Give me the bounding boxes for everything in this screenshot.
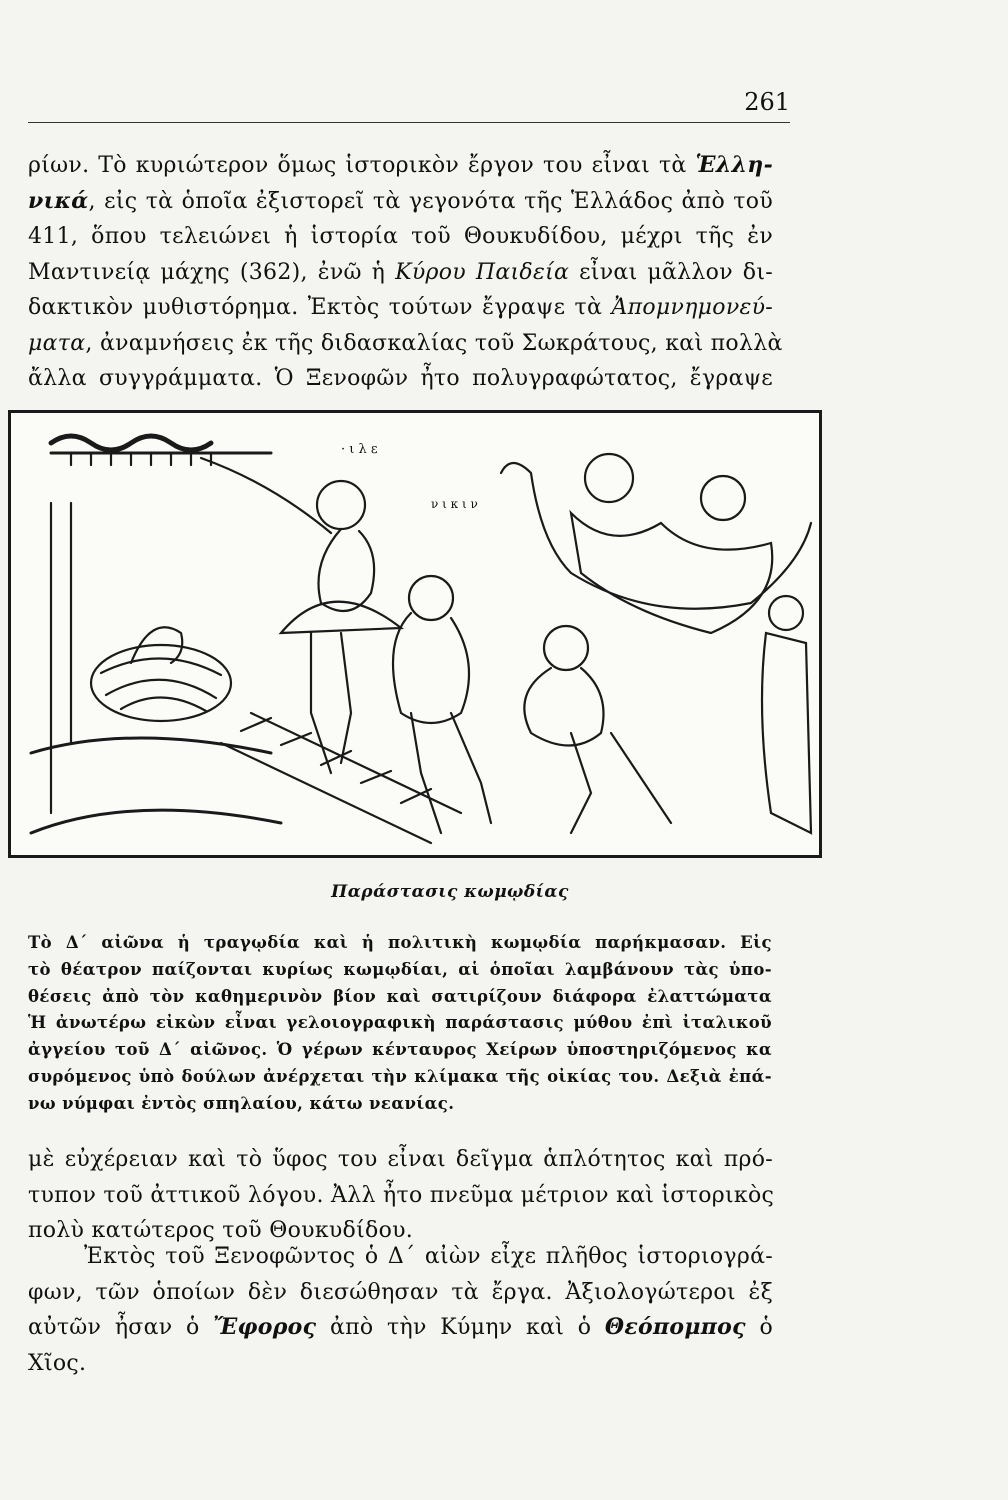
text-line-content: δακτικὸν μυθιστόρημα. Ἐκτὸς τούτων ἔγραψε τὰ <box>28 295 603 320</box>
note-line: τὸ θέατρον παίζονται κυρίως κωμῳδίαι, αἱ ὁποῖαι λαμβάνουν τὰς ὑπο- <box>28 959 772 979</box>
italic-term: Κύρου Παιδεία <box>395 259 570 285</box>
italic-term: Ἀπομνημονεύ- <box>611 295 774 320</box>
vase-drawing <box>11 413 819 855</box>
paragraph-xenophon-style <box>28 1142 773 1249</box>
italic-term: ματα <box>28 330 86 356</box>
text-line: φων, τῶν ὁποίων δὲν διεσώθησαν τὰ ἔργα. Ἀξιολογώτεροι ἐξ <box>28 1279 773 1305</box>
note-line: νω νύμφαι ἐντὸς σπηλαίου, κάτω νεανίας. <box>28 1093 455 1113</box>
note-line: Ἡ ἀνωτέρω εἰκὼν εἶναι γελοιογραφικὴ παράστασις μύθου ἐπὶ ἰταλικοῦ <box>28 1013 772 1033</box>
header-rule <box>28 122 790 123</box>
note-line: Τὸ Δ΄ αἰῶνα ἡ τραγῳδία καὶ ἡ πολιτικὴ κωμῳδία παρήκμασαν. Εἰς <box>28 933 772 952</box>
text-line: ἄλλα συγγράμματα. Ὁ Ξενοφῶν ἦτο πολυγραφώτατος, ἔγραψε <box>28 366 773 391</box>
paragraph-xenophon-works <box>28 148 783 397</box>
text-line: 411, ὅπου τελειώνει ἡ ἱστορία τοῦ Θουκυδίδου, μέχρι τῆς ἐν <box>28 224 773 249</box>
text-line: μὲ εὐχέρειαν καὶ τὸ ὕφος του εἶναι δεῖγμα ἁπλότητος καὶ πρό- <box>28 1147 773 1172</box>
text-line-content: αὐτῶν ἦσαν ὁ <box>28 1315 200 1340</box>
text-line-content: ὁ <box>759 1315 774 1340</box>
vase-illustration <box>8 410 822 858</box>
text-line <box>28 148 773 184</box>
paragraph-historians <box>28 1239 773 1381</box>
text-line-content: Μαντινείᾳ μάχης (362), ἐνῶ ἡ <box>28 259 386 285</box>
text-line <box>28 184 773 220</box>
text-line-content: εἶναι μᾶλλον δι- <box>579 259 774 285</box>
text-line-rest: , ἀναμνήσεις ἐκ τῆς διδασκαλίας τοῦ Σωκράτους, καὶ πολλὰ <box>85 330 783 356</box>
text-line: πολὺ κατώτερος τοῦ Θουκυδίδου. <box>28 1218 414 1243</box>
italic-term: Ἑλλη- <box>695 152 774 178</box>
text-line <box>28 1310 773 1346</box>
text-line <box>28 255 773 291</box>
historian-name: Ἔφορος <box>213 1314 317 1340</box>
note-line: θέσεις ἀπὸ τὸν καθημερινὸν βίον καὶ σατιρίζουν διάφορα ἐλαττώματα <box>28 986 772 1006</box>
text-line-rest: , εἰς τὰ ὁποῖα ἐξιστορεῖ τὰ γεγονότα τῆς Ἑλλάδος ἀπὸ τοῦ <box>88 188 773 214</box>
italic-term: νικά <box>28 187 89 214</box>
text-line: τυπον τοῦ ἀττικοῦ λόγου. Ἀλλ ἦτο πνεῦμα μέτριον καὶ ἱστορικὸς <box>28 1182 775 1208</box>
historian-name: Θεόπομπος <box>604 1314 746 1340</box>
text-line-content: ἀπὸ τὴν Κύμην καὶ ὁ <box>329 1315 592 1340</box>
text-line <box>28 326 783 362</box>
inscription-mid: ν ι κ ι ν <box>431 497 478 511</box>
figure-note <box>28 930 772 1118</box>
text-line <box>28 290 773 326</box>
page-number: 261 <box>744 88 790 116</box>
text-line: Χῖος. <box>28 1350 87 1376</box>
note-line: ἀγγείου τοῦ Δ΄ αἰῶνος. Ὁ γέρων κένταυρος Χείρων ὑποστηριζόμενος κα <box>28 1040 772 1060</box>
text-line-content: ρίων. Τὸ κυριώτερον ὅμως ἱστορικὸν ἔργον του εἶναι τὰ <box>28 153 687 178</box>
note-line: συρόμενος ὑπὸ δούλων ἀνέρχεται τὴν κλίμακα τῆς οἰκίας του. Δεξιὰ ἐπά- <box>28 1066 772 1086</box>
text-line: Ἐκτὸς τοῦ Ξενοφῶντος ὁ Δ΄ αἰὼν εἶχε πλῆθος ἱστοριογρά- <box>84 1244 773 1269</box>
inscription-top: · ι λ ε <box>341 442 378 457</box>
figure-caption: Παράστασις κωμῳδίας <box>331 882 569 902</box>
